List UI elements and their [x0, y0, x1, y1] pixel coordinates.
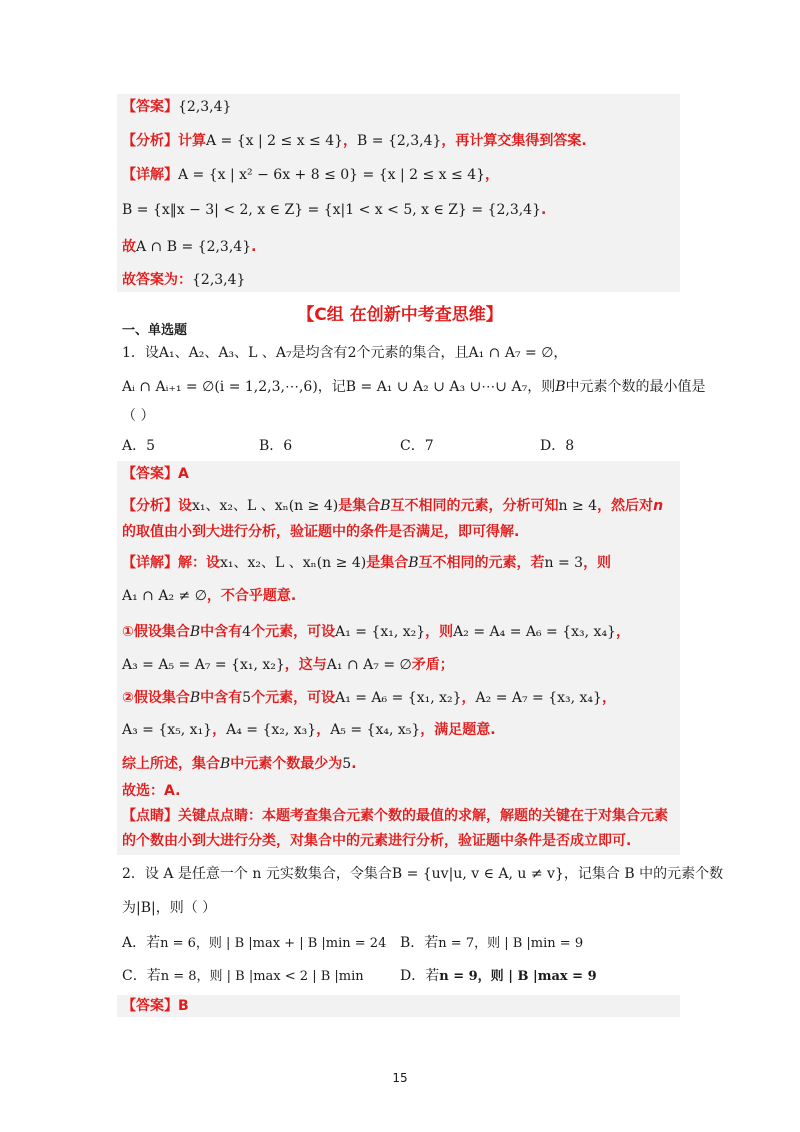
detail-sep: ，	[485, 167, 500, 183]
detail-text: ，则	[583, 555, 612, 571]
summary-line	[122, 754, 357, 774]
analysis-math: A = {x | 2 ≤ x ≤ 4}	[206, 133, 344, 149]
option-d	[540, 436, 574, 456]
question-1-line	[122, 377, 706, 397]
case-text: ，	[316, 722, 331, 738]
case-1-line	[122, 622, 630, 642]
detail-line	[122, 586, 296, 606]
detail-line	[122, 200, 546, 220]
conclusion-text: 故	[122, 239, 136, 255]
conclusion-math: A ∩ B = {2,3,4}	[136, 239, 252, 255]
case-text: ，则	[425, 624, 454, 640]
analysis-math: B = {2,3,4}	[357, 133, 442, 149]
analysis-var: n	[653, 498, 664, 514]
detail-line	[122, 553, 611, 573]
option-b	[400, 933, 583, 954]
answer-value: A	[178, 466, 189, 482]
option-letter: A．	[122, 438, 147, 454]
question-1-bracket: （ ）	[122, 408, 155, 424]
case-text: ，这与	[284, 657, 327, 673]
case-text: ，	[615, 624, 630, 640]
question-math: A₁、A₂、A₃、L 、A₇	[158, 345, 292, 361]
analysis-sep: ，	[343, 133, 358, 149]
option-a	[122, 436, 155, 456]
note-text: 的个数由小到大进行分类，对集合中的元素进行分析，验证题中条件是否成立即可.	[122, 833, 632, 849]
option-letter: B．	[400, 935, 425, 951]
analysis-line	[122, 496, 663, 516]
question-text: 个元素的集合，且	[356, 345, 469, 361]
question-text: ，记	[317, 379, 346, 395]
conclusion-end: .	[251, 239, 257, 255]
question-math: |B|	[136, 900, 156, 916]
summary-text: 综上所述，集合	[122, 756, 220, 772]
case-text: ，	[212, 722, 227, 738]
final-answer-label: 故答案为：	[122, 272, 192, 288]
option-math: n = 9，则 | B |max = 9	[439, 969, 597, 984]
detail-math: A₁ ∩ A₂ ≠ ∅	[122, 588, 207, 604]
detail-end: .	[541, 202, 547, 218]
question-var: B	[555, 379, 566, 395]
case-text: ，	[601, 690, 616, 706]
detail-text: 解：设	[178, 555, 220, 571]
detail-text: 是集合	[366, 555, 409, 571]
summary-number: 5	[342, 756, 352, 772]
summary-text: .	[351, 756, 357, 772]
case-2-line	[122, 688, 616, 708]
question-math: A₁ ∩ A₇ = ∅	[468, 345, 554, 361]
option-text: 若	[424, 935, 439, 951]
final-answer-value: {2,3,4}	[192, 272, 246, 288]
question-math: B = {uv|u, v ∈ A, u ≠ v}	[391, 866, 564, 882]
note-label: 【点睛】	[122, 808, 178, 824]
detail-math: B = {x‖x − 3| < 2, x ∈ Z} = {x|1 < x < 5, x ∈ Z} = {2,3,4}	[122, 202, 541, 218]
analysis-text: 是集合	[338, 498, 381, 514]
option-b	[259, 436, 292, 456]
note-text: 关键点点睛：本题考查集合元素个数的最值的求解，解题的关键在于对集合元素	[178, 808, 668, 824]
note-line	[122, 831, 631, 851]
answer-value: B	[178, 998, 189, 1014]
option-a	[122, 933, 386, 954]
option-letter: C．	[122, 968, 147, 984]
case-math: A₂ = A₇ = {x₃, x₄}	[475, 690, 602, 706]
case-math: A₄ = {x₂, x₃}	[226, 722, 317, 738]
option-letter: D．	[400, 968, 426, 984]
case-text: 中含有	[200, 690, 243, 706]
option-letter: D．	[540, 438, 566, 454]
question-math: B = A₁ ∪ A₂ ∪ A₃ ∪⋯∪ A₇	[345, 379, 528, 395]
case-math: A₂ = A₄ = A₆ = {x₃, x₄}	[453, 624, 616, 640]
answer-value: {2,3,4}	[178, 99, 232, 115]
question-text: ，记集合 B 中的元素个数	[563, 866, 724, 882]
answer-label: 【答案】	[122, 998, 178, 1014]
option-value: 5	[146, 438, 156, 454]
option-value: 7	[424, 438, 434, 454]
case-math: A₅ = {x₄, x₅}	[330, 722, 421, 738]
option-math: n = 6，则 | B |max + | B |min = 24	[160, 936, 387, 951]
analysis-var: B	[380, 498, 391, 514]
question-text: ，	[553, 345, 568, 361]
page-number: 15	[392, 1071, 408, 1085]
question-text: 为	[122, 900, 136, 916]
option-letter: B．	[259, 438, 284, 454]
summary-var: B	[220, 756, 231, 772]
question-math: Aᵢ ∩ Aᵢ₊₁ = ∅(i = 1,2,3,⋯,6)	[122, 379, 318, 395]
option-math: n = 8，则 | B |max < 2 | B |min	[160, 969, 364, 984]
note-line	[122, 806, 668, 826]
option-value: 8	[565, 438, 575, 454]
question-text: 2．设 A 是任意一个 n 元实数集合，令集合	[122, 866, 392, 882]
case-text: ②假设集合	[122, 690, 190, 706]
detail-math: n = 3	[544, 555, 584, 571]
solution-background	[117, 995, 680, 1017]
case-text: ，	[461, 690, 476, 706]
analysis-text: ，然后对	[597, 498, 654, 514]
case-number: 5	[242, 690, 252, 706]
detail-var: B	[408, 555, 419, 571]
analysis-label: 【分析】	[122, 133, 178, 149]
option-math: n = 7，则 | B |min = 9	[438, 936, 584, 951]
case-text: ，满足题意.	[420, 722, 496, 738]
case-math: A₁ ∩ A₇ = ∅	[326, 657, 412, 673]
question-2-line	[122, 898, 216, 918]
detail-text: 互不相同的元素，若	[418, 555, 545, 571]
final-answer-line	[122, 270, 245, 290]
analysis-line	[122, 131, 587, 151]
case-var: B	[189, 624, 201, 640]
question-text: ，则（ ）	[155, 900, 217, 916]
case-number: 4	[242, 624, 252, 640]
option-text: 若	[425, 968, 440, 984]
question-text: 中元素个数的最小值是	[565, 379, 706, 395]
choose-text: 故选：A.	[122, 783, 181, 799]
analysis-text: 的取值由小到大进行分析，验证题中的条件是否满足，即可得解.	[122, 524, 520, 540]
case-1-line	[122, 655, 454, 675]
answer-label: 【答案】	[122, 466, 178, 482]
question-text: 1．设	[122, 345, 159, 361]
case-text: 中含有	[200, 624, 243, 640]
choose-line	[122, 781, 180, 801]
summary-text: 中元素个数最少为	[230, 756, 343, 772]
detail-label: 【详解】	[122, 167, 178, 183]
answer-line	[122, 97, 231, 117]
section-heading: 【C组 在创新中考查思维】	[297, 305, 503, 325]
analysis-line	[122, 522, 519, 542]
part-title: 一、单选题	[122, 323, 188, 338]
option-letter: C．	[400, 438, 425, 454]
case-math: A₃ = {x₅, x₁}	[122, 722, 213, 738]
option-text: 若	[146, 968, 161, 984]
case-2-line	[122, 720, 496, 740]
option-c	[400, 436, 434, 456]
question-number: 2	[347, 345, 357, 361]
answer-line	[122, 464, 189, 484]
case-text: 个元素，可设	[251, 690, 336, 706]
question-2-line	[122, 864, 723, 884]
option-d	[400, 966, 597, 987]
conclusion-line	[122, 237, 256, 257]
question-1-line	[122, 343, 567, 363]
detail-math: x₁、x₂、L 、xₙ(n ≥ 4)	[220, 555, 367, 571]
case-text: 矛盾；	[411, 657, 454, 673]
detail-text: ，不合乎题意.	[206, 588, 297, 604]
option-letter: A．	[122, 935, 147, 951]
analysis-text: 计算	[178, 133, 206, 149]
analysis-math: n ≥ 4	[558, 498, 598, 514]
analysis-text: 设	[178, 498, 192, 514]
detail-label: 【详解】	[122, 555, 178, 571]
option-text: 若	[146, 935, 161, 951]
option-c	[122, 966, 364, 987]
solution-background	[117, 94, 680, 292]
case-text: ①假设集合	[122, 624, 190, 640]
analysis-text: ，再计算交集得到答案.	[441, 133, 587, 149]
case-text: 个元素，可设	[251, 624, 336, 640]
answer-line	[122, 996, 189, 1016]
case-var: B	[189, 690, 201, 706]
case-math: A₁ = {x₁, x₂}	[335, 624, 426, 640]
option-value: 6	[283, 438, 293, 454]
analysis-text: 互不相同的元素，分析可知	[390, 498, 559, 514]
answer-label: 【答案】	[122, 99, 178, 115]
case-math: A₃ = A₅ = A₇ = {x₁, x₂}	[122, 657, 285, 673]
detail-line	[122, 165, 499, 185]
detail-math: A = {x | x² − 6x + 8 ≤ 0} = {x | 2 ≤ x ≤ 4}	[178, 167, 486, 183]
analysis-label: 【分析】	[122, 498, 178, 514]
question-text: ，则	[527, 379, 556, 395]
analysis-math: x₁、x₂、L 、xₙ(n ≥ 4)	[192, 498, 339, 514]
question-text: 是均含有	[291, 345, 348, 361]
case-math: A₁ = A₆ = {x₁, x₂}	[335, 690, 462, 706]
